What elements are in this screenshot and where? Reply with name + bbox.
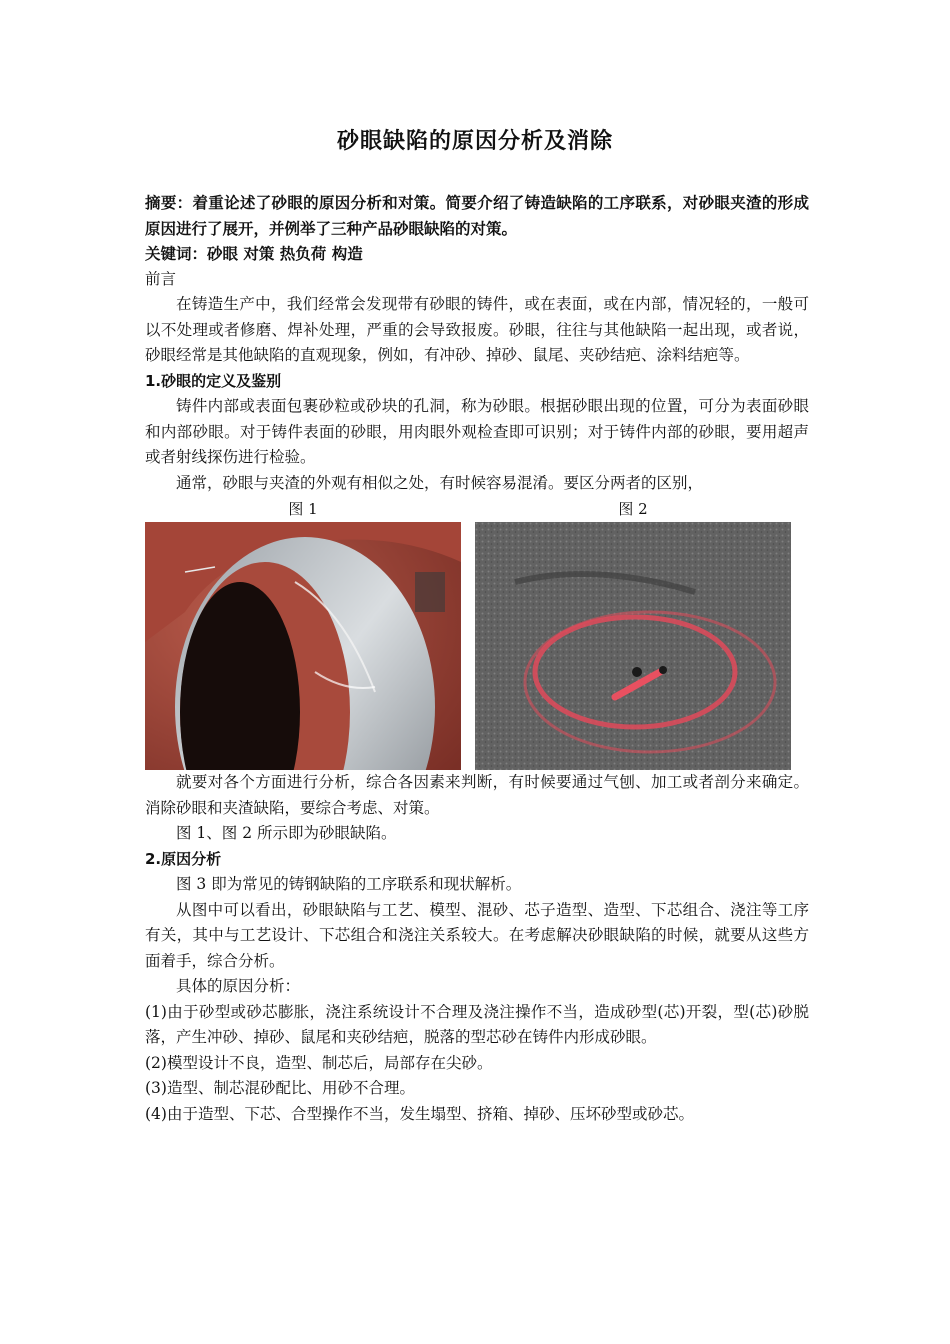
cause-item-1: (1)由于砂型或砂芯膨胀，浇注系统设计不合理及浇注操作不当，造成砂型(芯)开裂，型(芯)砂脱落，产生冲砂、掉砂、鼠尾和夹砂结疤，脱落的型芯砂在铸件内形成砂眼。 [145,1002,809,1046]
figure-2-photo [475,522,791,770]
preface-label: 前言 [145,269,177,288]
keywords: 关键词：砂眼 对策 热负荷 构造 [145,244,363,263]
figure-row [145,498,809,770]
section-1-paragraph-3: 就要对各个方面进行分析，综合各因素来判断，有时候要通过气刨、加工或者剖分来确定。消除砂眼和夹渣缺陷，要综合考虑、对策。 [145,773,809,817]
document-body [145,190,809,1127]
section-1-heading: 1.砂眼的定义及鉴别 [145,371,282,390]
abstract: 摘要：着重论述了砂眼的原因分析和对策。简要介绍了铸造缺陷的工序联系，对砂眼夹渣的形成原因进行了展开，并例举了三种产品砂眼缺陷的对策。 [145,193,809,238]
figure-1-photo [145,522,461,770]
cause-item-2: (2)模型设计不良，造型、制芯后，局部存在尖砂。 [145,1053,493,1072]
section-1-paragraph-2: 通常，砂眼与夹渣的外观有相似之处，有时候容易混淆。要区分两者的区别， [176,473,704,492]
cause-item-4: (4)由于造型、下芯、合型操作不当，发生塌型、挤箱、掉砂、压坏砂型或砂芯。 [145,1104,694,1123]
section-2-paragraph-3: 具体的原因分析： [176,977,301,995]
section-1-paragraph-4: 图 1、图 2 所示即为砂眼缺陷。 [176,824,397,842]
figure-1-caption: 图 1 [288,500,318,518]
section-1-paragraph-1: 铸件内部或表面包裹砂粒或砂块的孔洞，称为砂眼。根据砂眼出现的位置，可分为表面砂眼和内部砂眼。对于铸件表面的砂眼，用肉眼外观检查即可识别；对于铸件内部的砂眼，要用超声或者射线探伤进行检验。 [145,397,809,466]
section-2-paragraph-1: 图 3 即为常见的铸钢缺陷的工序联系和现状解析。 [176,875,522,893]
section-2-paragraph-2: 从图中可以看出，砂眼缺陷与工艺、模型、混砂、芯子造型、造型、下芯组合、浇注等工序有关，其中与工艺设计、下芯组合和浇注关系较大。在考虑解决砂眼缺陷的时候，就要从这些方面着手，综合分析。 [145,900,809,970]
cause-item-3: (3)造型、制芯混砂配比、用砂不合理。 [145,1079,415,1097]
figure-2-caption: 图 2 [618,500,648,518]
preface-paragraph: 在铸造生产中，我们经常会发现带有砂眼的铸件，或在表面，或在内部，情况轻的，一般可以不处理或者修磨、焊补处理，严重的会导致报废。砂眼，往往与其他缺陷一起出现，或者说，砂眼经常是其他缺陷的直观现象，例如，有冲砂、掉砂、鼠尾、夹砂结疤、涂料结疤等。 [145,295,809,364]
document-title: 砂眼缺陷的原因分析及消除 [336,129,613,154]
section-2-heading: 2.原因分析 [145,849,222,868]
